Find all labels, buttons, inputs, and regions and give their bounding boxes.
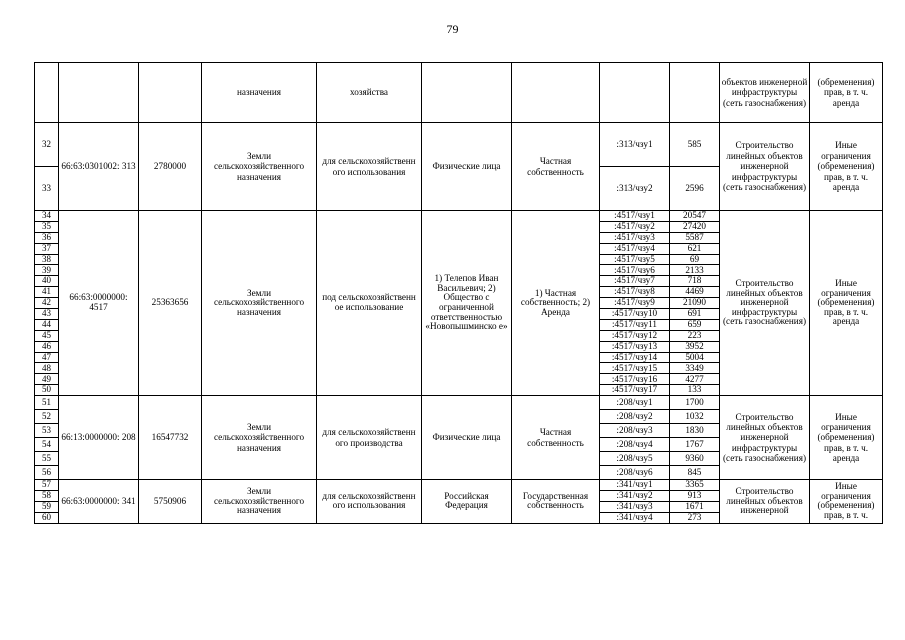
sub-plot-area: 20547: [670, 211, 720, 222]
restriction-purpose: Строительство линейных объектов инженерной инфраструктуры (сеть газоснабжения): [720, 211, 810, 396]
encumbrance: Иные ограничения (обременения) прав, в т. ч. аренда: [810, 396, 883, 480]
right-type: Частная собственность: [512, 123, 600, 211]
sub-plot-area: 1700: [670, 396, 720, 410]
table-row: [35, 480, 883, 491]
row-number: 54: [35, 438, 59, 452]
sub-plot-area: 27420: [670, 221, 720, 232]
encumbrance: Иные ограничения (обременения) прав, в т. ч. аренда: [810, 211, 883, 396]
sub-plot-area: 2133: [670, 265, 720, 276]
continuation-row: [35, 63, 883, 123]
sub-plot-id: :4517/чзу4: [600, 243, 670, 254]
sub-plot-id: :4517/чзу5: [600, 254, 670, 265]
sub-plot-id: :4517/чзу6: [600, 265, 670, 276]
sub-plot-id: :4517/чзу11: [600, 319, 670, 330]
sub-plot-id: :313/чзу1: [600, 123, 670, 167]
sub-plot-id: :341/чзу1: [600, 480, 670, 491]
land-category: Земли сельскохозяйственного назначения: [202, 396, 317, 480]
sub-plot-area: 621: [670, 243, 720, 254]
right-type: 1) Частная собственность; 2) Аренда: [512, 211, 600, 396]
row-number: 44: [35, 319, 59, 330]
owner: Физические лица: [422, 396, 512, 480]
sub-plot-id: :4517/чзу9: [600, 298, 670, 309]
row-number: 59: [35, 501, 59, 512]
sub-plot-id: :341/чзу2: [600, 491, 670, 502]
row-number: 49: [35, 374, 59, 385]
sub-plot-id: :4517/чзу7: [600, 276, 670, 287]
row-number: 33: [35, 167, 59, 211]
restriction-purpose: Строительство линейных объектов инженерной инфраструктуры (сеть газоснабжения): [720, 123, 810, 211]
row-number: 41: [35, 287, 59, 298]
row-number: 46: [35, 341, 59, 352]
encumbrance: Иные ограничения (обременения) прав, в т. ч. аренда: [810, 123, 883, 211]
page-number: 79: [446, 22, 459, 36]
row-number: 43: [35, 309, 59, 320]
sub-plot-id: :4517/чзу1: [600, 211, 670, 222]
sub-plot-area: 3365: [670, 480, 720, 491]
row-number: 60: [35, 512, 59, 523]
row-number: 35: [35, 221, 59, 232]
table-row: [35, 396, 883, 410]
sub-plot-id: :4517/чзу8: [600, 287, 670, 298]
continuation-use: хозяйства: [317, 63, 422, 123]
sub-plot-area: 1671: [670, 501, 720, 512]
sub-plot-area: 4277: [670, 374, 720, 385]
row-number: 50: [35, 385, 59, 396]
sub-plot-id: :4517/чзу12: [600, 330, 670, 341]
sub-plot-id: :208/чзу5: [600, 452, 670, 466]
sub-plot-area: 718: [670, 276, 720, 287]
encumbrance: Иные ограничения (обременения) прав, в т. ч.: [810, 480, 883, 524]
cadastral-number: 66:63:0000000: 341: [59, 480, 139, 524]
sub-plot-area: 2596: [670, 167, 720, 211]
row-number: 39: [35, 265, 59, 276]
sub-plot-id: :313/чзу2: [600, 167, 670, 211]
sub-plot-id: :341/чзу3: [600, 501, 670, 512]
sub-plot-area: 133: [670, 385, 720, 396]
sub-plot-area: 69: [670, 254, 720, 265]
land-category: Земли сельскохозяйственного назначения: [202, 211, 317, 396]
owner: Физические лица: [422, 123, 512, 211]
right-type: Государственная собственность: [512, 480, 600, 524]
sub-plot-id: :4517/чзу17: [600, 385, 670, 396]
sub-plot-id: :4517/чзу3: [600, 232, 670, 243]
sub-plot-id: :4517/чзу14: [600, 352, 670, 363]
cadastral-number: 66:63:0000000: 4517: [59, 211, 139, 396]
sub-plot-area: 1767: [670, 438, 720, 452]
sub-plot-area: 585: [670, 123, 720, 167]
row-number: 58: [35, 491, 59, 502]
row-number: 45: [35, 330, 59, 341]
land-category: Земли сельскохозяйственного назначения: [202, 480, 317, 524]
permitted-use: под сельскохозяйственн ое использование: [317, 211, 422, 396]
row-number: 47: [35, 352, 59, 363]
sub-plot-area: 5587: [670, 232, 720, 243]
sub-plot-id: :4517/чзу16: [600, 374, 670, 385]
table-cell: [512, 63, 600, 123]
cadastral-number: 66:63:0301002: 313: [59, 123, 139, 211]
sub-plot-id: :4517/чзу2: [600, 221, 670, 232]
row-number: 56: [35, 466, 59, 480]
table-cell: [422, 63, 512, 123]
plot-area: 25363656: [139, 211, 202, 396]
permitted-use: для сельскохозяйственн ого использования: [317, 123, 422, 211]
sub-plot-id: :208/чзу3: [600, 424, 670, 438]
sub-plot-id: :4517/чзу15: [600, 363, 670, 374]
owner: 1) Телепов Иван Васильевич; 2) Общество с ограниченной ответственностью «Новопышминско е»: [422, 211, 512, 396]
owner: Российская Федерация: [422, 480, 512, 524]
land-category: Земли сельскохозяйственного назначения: [202, 123, 317, 211]
sub-plot-area: 845: [670, 466, 720, 480]
table-cell: [139, 63, 202, 123]
sub-plot-area: 5004: [670, 352, 720, 363]
permitted-use: для сельскохозяйственн ого производства: [317, 396, 422, 480]
cadastral-number: 66:13:0000000: 208: [59, 396, 139, 480]
sub-plot-area: 3952: [670, 341, 720, 352]
row-number: 37: [35, 243, 59, 254]
row-number: 34: [35, 211, 59, 222]
table-row: [35, 123, 883, 167]
row-number: 57: [35, 480, 59, 491]
land-plots-table: [34, 62, 883, 524]
sub-plot-area: 1032: [670, 410, 720, 424]
row-number: 42: [35, 298, 59, 309]
row-number: 48: [35, 363, 59, 374]
sub-plot-area: 273: [670, 512, 720, 523]
row-number: 51: [35, 396, 59, 410]
sub-plot-area: 21090: [670, 298, 720, 309]
table-cell: [600, 63, 670, 123]
plot-area: 5750906: [139, 480, 202, 524]
continuation-restriction-purpose: объектов инженерной инфраструктуры (сеть газоснабжения): [720, 63, 810, 123]
sub-plot-id: :208/чзу6: [600, 466, 670, 480]
row-number: 52: [35, 410, 59, 424]
continuation-encumbrance: (обременения) прав, в т. ч. аренда: [810, 63, 883, 123]
plot-area: 2780000: [139, 123, 202, 211]
row-number: 55: [35, 452, 59, 466]
sub-plot-id: :208/чзу4: [600, 438, 670, 452]
sub-plot-area: 223: [670, 330, 720, 341]
table-row: [35, 211, 883, 222]
row-number: 38: [35, 254, 59, 265]
sub-plot-id: :208/чзу1: [600, 396, 670, 410]
sub-plot-area: 3349: [670, 363, 720, 374]
table-cell: [35, 63, 59, 123]
sub-plot-id: :4517/чзу13: [600, 341, 670, 352]
sub-plot-area: 4469: [670, 287, 720, 298]
sub-plot-id: :341/чзу4: [600, 512, 670, 523]
right-type: Частная собственность: [512, 396, 600, 480]
sub-plot-area: 913: [670, 491, 720, 502]
plot-area: 16547732: [139, 396, 202, 480]
row-number: 32: [35, 123, 59, 167]
row-number: 36: [35, 232, 59, 243]
restriction-purpose: Строительство линейных объектов инженерной: [720, 480, 810, 524]
continuation-purpose: назначения: [202, 63, 317, 123]
table-cell: [670, 63, 720, 123]
sub-plot-area: 1830: [670, 424, 720, 438]
table-cell: [59, 63, 139, 123]
row-number: 53: [35, 424, 59, 438]
sub-plot-id: :4517/чзу10: [600, 309, 670, 320]
restriction-purpose: Строительство линейных объектов инженерной инфраструктуры (сеть газоснабжения): [720, 396, 810, 480]
sub-plot-area: 691: [670, 309, 720, 320]
sub-plot-area: 9360: [670, 452, 720, 466]
table-body: [35, 63, 883, 524]
permitted-use: для сельскохозяйственн ого использования: [317, 480, 422, 524]
sub-plot-area: 659: [670, 319, 720, 330]
sub-plot-id: :208/чзу2: [600, 410, 670, 424]
row-number: 40: [35, 276, 59, 287]
